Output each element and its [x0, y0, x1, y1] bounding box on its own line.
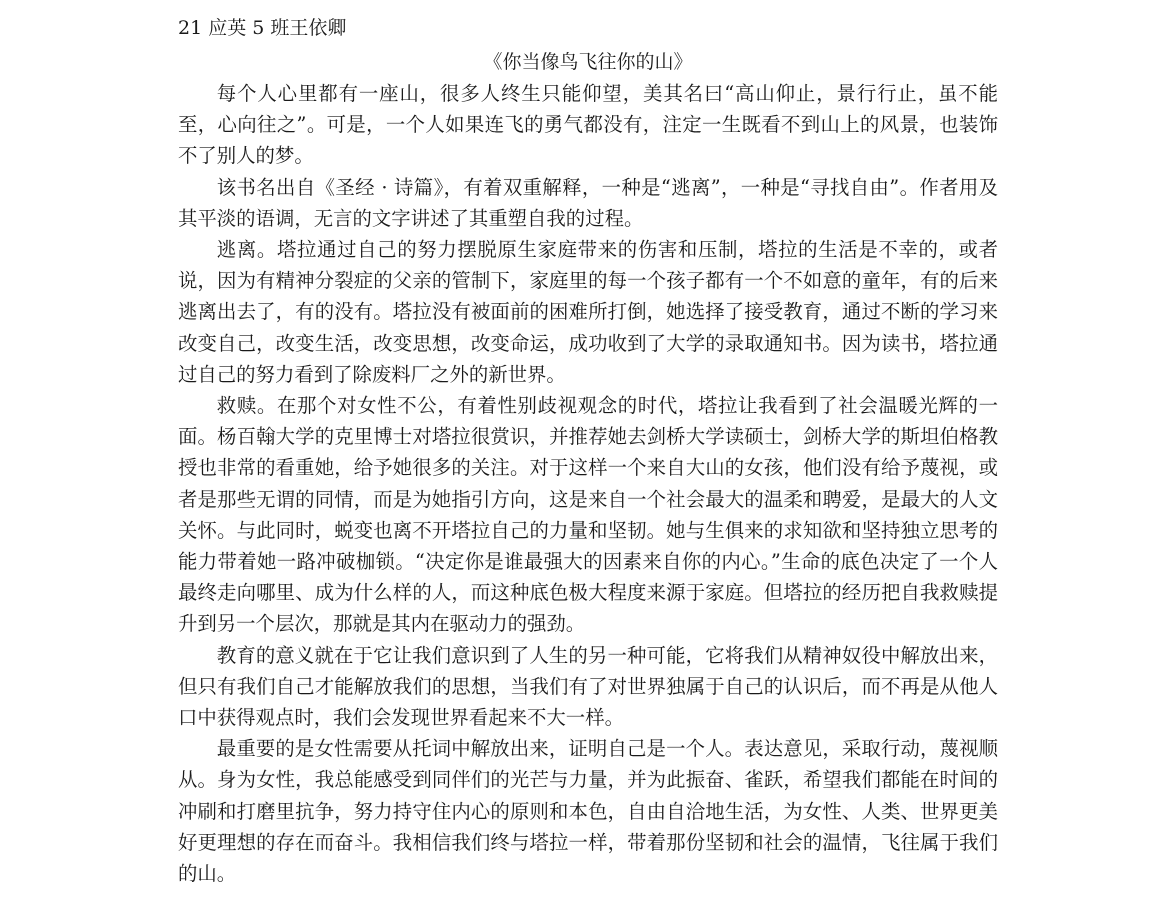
essay-title: 《你当像鸟飞往你的山》	[483, 51, 693, 73]
paragraph-redemption: 救赎。在那个对女性不公，有着性别歧视观念的时代，塔拉让我看到了社会温暖光辉的一面。杨百翰大学的克里博士对塔拉很赏识，并推荐她去剑桥大学读硕士，剑桥大学的斯坦伯格教授也非常的看重她，给予她很多的关注。对于这样一个来自大山的女孩，他们没有给予蔑视，或者是那些无谓的同情，而是为她指引方向，这是来自一个社会最大的温柔和聘爱，是最大的人文关怀。与此同时，蜕变也离不开塔拉自己的力量和坚韧。她与生俱来的求知欲和坚持独立思考的能力带着她一路冲破枷锁。“决定你是谁最强大的因素来自你的内心。”生命的底色决定了一个人最终走向哪里、成为什么样的人，而这种底色极大程度来源于家庭。但塔拉的经历把自我救赎提升到另一个层次，那就是其内在驱动力的强劲。	[178, 394, 998, 636]
paragraph-intro: 每个人心里都有一座山，很多人终生只能仰望，美其名曰“高山仰止，景行行止，虽不能至，心向往之”。可是，一个人如果连飞的勇气都没有，注定一生既看不到山上的风景，也装饰不了别人的梦。	[178, 82, 998, 168]
paragraph-education: 教育的意义就在于它让我们意识到了人生的另一种可能，它将我们从精神奴役中解放出来，但只有我们自己才能解放我们的思想，当我们有了对世界独属于自己的认识后，而不再是从他人口中获得观点时，我们会发现世界看起来不大一样。	[178, 643, 998, 730]
paragraph-title-meaning: 该书名出自《圣经 · 诗篇》，有着双重解释，一种是“逃离”，一种是“寻找自由”。作者用及其平淡的语调，无言的文字讲述了其重塑自我的过程。	[178, 175, 998, 230]
paragraph-conclusion: 最重要的是女性需要从托词中解放出来，证明自己是一个人。表达意见，采取行动，蔑视顺从。身为女性，我总能感受到同伴们的光芒与力量，并为此振奋、雀跃，希望我们都能在时间的冲刷和打磨里抗争，努力持守住内心的原则和本色，自由自洽地生活，为女性、人类、世界更美好更理想的存在而奋斗。我相信我们终与塔拉一样，带着那份坚韧和社会的温情，飞往属于我们的山。	[178, 737, 998, 886]
paragraph-escape: 逃离。塔拉通过自己的努力摆脱原生家庭带来的伤害和压制，塔拉的生活是不幸的，或者说，因为有精神分裂症的父亲的管制下，家庭里的每一个孩子都有一个不如意的童年，有的后来逃离出去了，有的没有。塔拉没有被面前的困难所打倒，她选择了接受教育，通过不断的学习来改变自己，改变生活，改变思想，改变命运，成功收到了大学的录取通知书。因为读书，塔拉通过自己的努力看到了除废料厂之外的新世界。	[178, 238, 998, 386]
author-line: 21 应英 5 班王依卿	[178, 17, 347, 39]
document-page	[178, 12, 998, 889]
